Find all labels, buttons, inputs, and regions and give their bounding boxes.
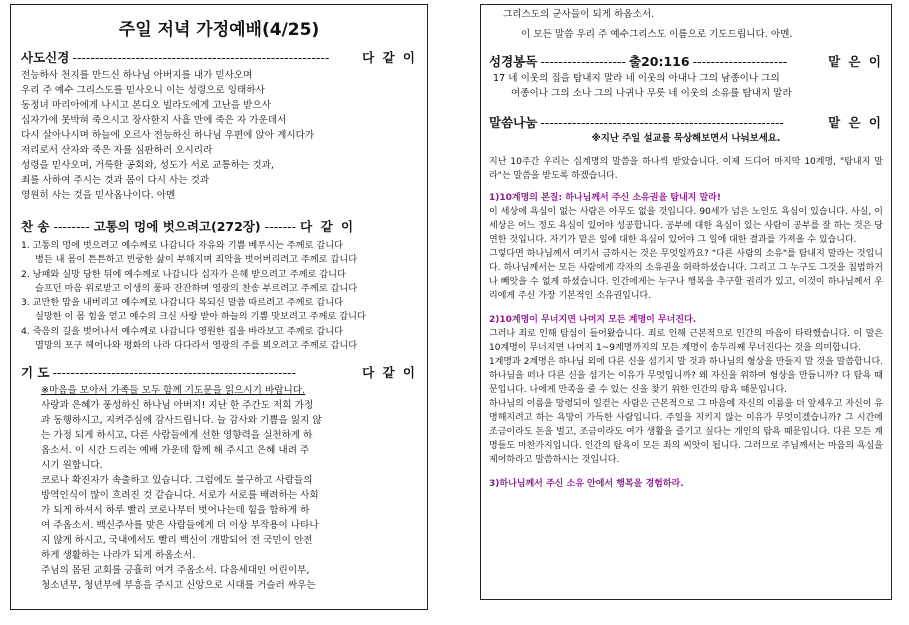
creed-text: [21, 68, 417, 203]
reading-text: [489, 71, 883, 101]
sharing-dashes: ------------------------------------------------------: [540, 115, 784, 130]
prayer-continued: [489, 7, 883, 42]
sharing-leader: 맡 은 이: [828, 115, 883, 130]
sharing-note: ※지난 주일 설교를 묵상해보면서 나눠보세요.: [591, 133, 781, 144]
creed-leader: 다 같 이: [362, 50, 417, 65]
hymn-line: 3. 교만한 맘을 내버리고 예수께로 나갑니다 복되신 말씀 따르려고 주께로 갑니다: [21, 297, 343, 309]
sermon-paragraph: 하나님의 이름을 망령되이 일컫는 사람은 근본적으로 그 마음에 자신의 이름을 더 앞세우고 자신이 유명해지려고 하는 욕망이 가득한 사람입니다. 주일을 지키지 않는 이유가 무엇이겠습니까? 그 시간에 조금이라도 돈을 벌고, 조금이라도 여가 생활을 즐기고 싶다는 개인의 탐욕 때문입니다. 다른 모든 계명들도 마찬가지입니다. 인간의 탐욕이 모든 죄의 씨앗이 됩니다. 그러므로 주님께서는 마음의 욕심을 제어하라고 말씀하시는 것입니다.: [489, 399, 883, 465]
prayer-line: 방역인식이 많이 흐려진 것 같습니다. 서로가 서로를 배려하는 사회: [41, 490, 319, 502]
creed-line: 동정녀 마리아에게 나시고 본디오 빌라도에게 고난을 받으사: [21, 100, 271, 111]
reading-reference: 출20:116: [629, 54, 690, 69]
sermon-point-title: 2)10계명이 무너지면 나머지 모든 계명이 무너진다.: [489, 315, 697, 325]
hymn-dash-left: --------: [53, 219, 90, 234]
prayer-heading: 기 도: [21, 365, 50, 381]
sharing-intro: 지난 10주간 우리는 십계명의 말씀을 하나씩 받았습니다. 이제 드디어 마지막 10계명, "탐내지 말라"는 말씀을 받도록 하겠습니다.: [489, 157, 883, 181]
sermon-paragraph: 그렇다면 하나님께서 여기서 금하시는 것은 무엇일까요? "다른 사람의 소유"를 탐내지 말라는 것입니다. 하나님께서는 모든 사람에게 각자의 소유권을 허락하셨습니다. 그리고 그 누구도 그것을 침범하거나 빼앗을 수 없게 하셨습니다. 인간에게는 누구나 행복을 추구할 권리가 있고, 이것이 하나님께서 우리에게 주신 가장 기본적인 소유권입니다.: [489, 249, 883, 301]
prayer-leader: 다 같 이: [362, 365, 417, 381]
right-page: [480, 4, 892, 600]
sharing-header: [489, 113, 883, 131]
hymn-line: 1. 고통의 멍에 벗으려고 예수께로 나갑니다 자유와 기쁨 베푸시는 주께로 갑니다: [21, 240, 343, 251]
prayer-line: 주님의 몸된 교회를 긍휼히 여겨 주옵소서. 다음세대인 어린이부,: [41, 565, 310, 577]
reading-leader: 맡 은 이: [828, 54, 883, 69]
creed-line: 저리로서 산자와 죽은 자를 심판하러 오시리라: [21, 145, 213, 156]
creed-line: 죄를 사하여 주시는 것과 몸이 다시 사는 것과: [21, 175, 210, 186]
reading-dash-left: -------------------: [540, 54, 627, 69]
prayer-line: 청소년부, 청년부에 부흥을 주시고 신앙으로 시대를 거슬러 싸우는: [41, 580, 316, 592]
prayer-line: 가 되게 하셔서 하루 빨리 코로나부터 벗어나는데 힘을 합하게 하: [41, 505, 310, 517]
prayer-continued-line: 그리스도의 군사들이 되게 하옵소서.: [503, 9, 655, 20]
prayer-closing-line: 이 모든 말씀 우리 주 예수그리스도 이름으로 기도드립니다. 아멘.: [521, 29, 793, 40]
hymn-dash-right: -------: [264, 219, 297, 234]
creed-line: 십자가에 못박혀 죽으시고 장사한지 사흘 만에 죽은 자 가운데서: [21, 115, 287, 126]
prayer-line: 코로나 확진자가 속출하고 있습니다. 그럼에도 불구하고 사람들의: [41, 475, 313, 487]
prayer-line: 시기 원합니다.: [41, 460, 103, 472]
reading-line: 여종이나 그의 소나 그의 나귀나 무릇 네 이웃의 소유를 탐내지 말라: [511, 88, 792, 99]
sermon-point: [489, 477, 883, 491]
hymn-line: 실망한 이 몸 힘을 얻고 예수의 크신 사랑 받아 하늘의 기쁨 맛보려고 주께로 갑니다: [35, 311, 366, 323]
left-page: [10, 4, 428, 610]
sermon-point: [489, 313, 883, 467]
hymn-header: [21, 217, 417, 235]
prayer-line: 옵소서. 이 시간 드리는 예배 가운데 함께 해 주시고 은혜 내려 주: [41, 445, 310, 457]
prayer-dashes: ------------------------------------------------------: [52, 365, 297, 381]
hymn-heading: 찬 송: [21, 219, 50, 234]
hymn-title: 고통의 멍에 벗으려고(272장): [93, 219, 261, 234]
sermon-point-title: 1)10계명의 본질: 하나님께서 주신 소유권을 탐내지 말라!: [489, 193, 721, 203]
creed-line: 영원히 사는 것을 믿사옵나이다. 아멘: [21, 190, 176, 201]
prayer-line: 하게 생활하는 나라가 되게 하옵소서.: [41, 550, 196, 562]
creed-dashes: ---------------------------------------------------------: [72, 50, 330, 65]
prayer-header: [21, 363, 417, 381]
prayer-text: [21, 383, 417, 593]
prayer-note: ※마음을 모아서 가족들 모두 함께 기도문을 읽으시기 바랍니다.: [41, 385, 306, 397]
sermon-paragraph: 1계명과 2계명은 하나님 외에 다른 신을 섬기지 말 것과 하나님의 형상을 만들지 말 것을 말씀합니다. 하나님을 떠나 다른 신을 섬기는 이유가 무엇입니까? 왜 자신을 위하여 형상을 만듭니까? 다 탐욕 때문입니다. 나에게 만족을 줄 수 있는 신을 찾기 위한 인간의 탐욕 때문입니다.: [489, 357, 883, 395]
creed-line: 전능하사 천지를 만드신 하나님 아버지를 내가 믿사오며: [21, 70, 253, 81]
sermon-paragraph: 그러나 죄로 인해 탐심이 들어왔습니다. 죄로 인해 근본적으로 인간의 마음이 타락했습니다. 이 말은 10계명이 무너지면 나머지 1~9계명까지의 모든 계명이 송두리째 무너진다는 것을 의미합니다.: [489, 329, 883, 353]
prayer-line: 는 가정 되게 하시고, 다른 사람들에게 선한 영향력을 실천하게 하: [41, 430, 313, 442]
hymn-leader: 다 같 이: [300, 219, 356, 234]
page-title: 주일 저녁 가정예배(4/25): [118, 20, 320, 40]
hymn-line: 멸망의 포구 헤어나와 평화의 나라 다다라서 영광의 주를 뵈오려고 주께로 갑니다: [35, 340, 358, 352]
prayer-line: 사랑과 은혜가 풍성하신 하나님 아버지! 지난 한 주간도 저희 가정: [41, 400, 314, 412]
reading-header: [489, 52, 883, 70]
sermon-paragraph: 이 세상에 욕심이 없는 사람은 아무도 없을 것입니다. 90세가 넘은 노인도 욕심이 있습니다. 사실, 이 세상은 어느 정도 욕심이 있어야 성공합니다. 공부에 대한 욕심이 있는 사람이 공부를 잘 하는 것은 당연한 것입니다. 자기가 맡은 일에 대한 욕심이 있어야 그 일에 대한 결과를 가져올 수 있습니다.: [489, 207, 883, 245]
sermon-point: [489, 191, 883, 303]
reading-dash-right: ---------------------: [692, 54, 788, 69]
reading-heading: 성경봉독: [489, 54, 538, 69]
creed-line: 성령을 믿사오며, 거룩한 공회와, 성도가 서로 교통하는 것과,: [21, 160, 274, 171]
sharing-heading: 말씀나눔: [489, 115, 538, 130]
prayer-line: 지 않게 하시고, 국내에서도 빨리 백신이 개발되어 전 국민이 안전: [41, 535, 313, 547]
creed-heading: 사도신경: [21, 50, 70, 65]
prayer-line: 과 동행하시고, 지켜주심에 감사드립니다. 늘 감사와 기쁨을 잃지 않: [41, 415, 322, 427]
prayer-line: 여 주옵소서. 백신주사를 맞은 사람들에게 더 이상 부작용이 나타나: [41, 520, 319, 532]
hymn-line: 4. 죽음의 길을 벗어나서 예수께로 나갑니다 영원한 집을 바라보고 주께로 갑니다: [21, 325, 343, 337]
sermon-point-title: 3)하나님께서 주신 소유 안에서 행복을 경험하라.: [489, 479, 684, 489]
creed-line: 우리 주 예수 그리스도를 믿사오니 이는 성령으로 잉태하사: [21, 85, 265, 96]
creed-header: [21, 48, 417, 66]
hymn-line: 병든 내 몸이 튼튼하고 빈궁한 삶이 부해지며 죄악을 벗어버리려고 주께로 갑니다: [35, 254, 358, 266]
reading-line: 17 네 이웃의 집을 탐내지 말라 네 이웃의 아내나 그의 남종이나 그의: [493, 73, 780, 84]
hymn-line: 슬프던 마음 위로받고 이생의 풍파 잔잔하며 영광의 찬송 부르려고 주께로 갑니다: [35, 282, 358, 294]
hymn-line: 2. 낭패와 실망 당한 뒤에 예수께로 나갑니다 십자가 은혜 받으려고 주께로 갑니다: [21, 268, 346, 280]
hymn-lyrics: [21, 239, 417, 353]
creed-line: 다시 살아나시며 하늘에 오르사 전능하신 하나님 우편에 앉아 계시다가: [21, 130, 315, 141]
